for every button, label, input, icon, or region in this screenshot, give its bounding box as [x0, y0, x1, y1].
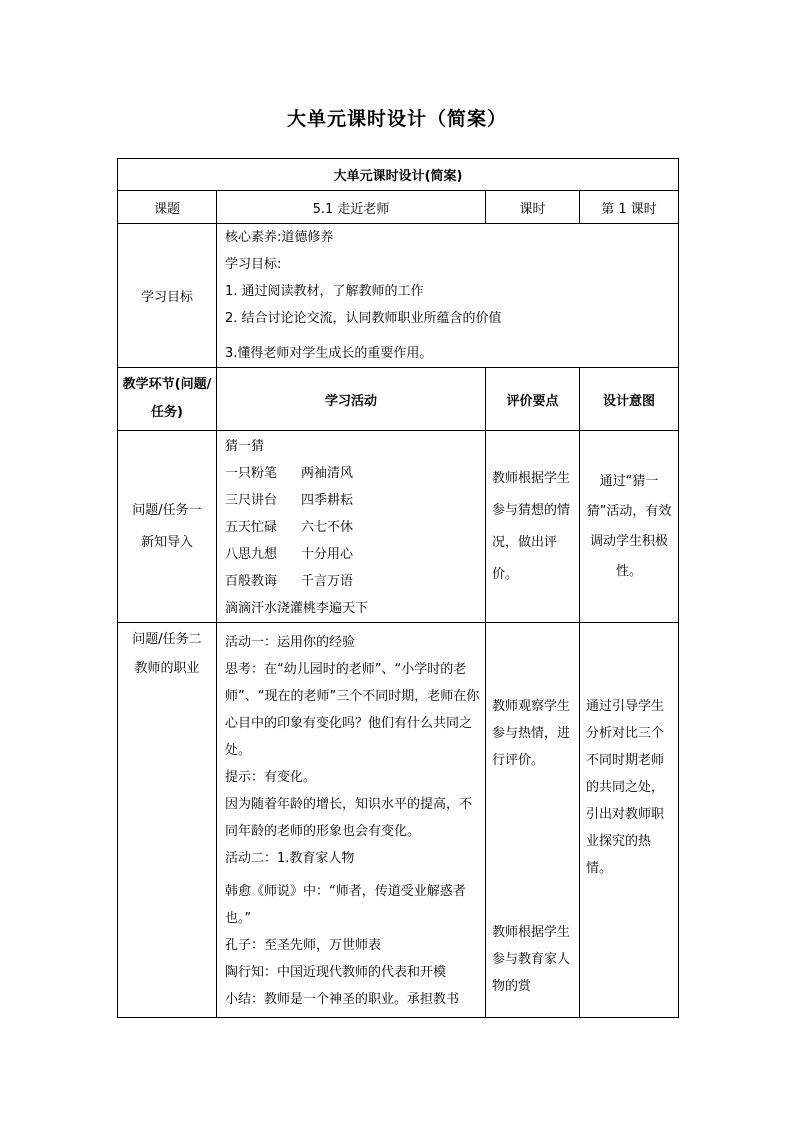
page-title: 大单元课时设计（简案）: [286, 108, 507, 130]
col-header-evaluation: 评价要点: [486, 368, 580, 431]
col-header-intent: 设计意图: [580, 368, 679, 431]
goals-label: 学习目标: [118, 224, 217, 368]
activity-line: 活动二：1.教育家人物: [225, 851, 355, 866]
evaluation-1: 教师观察学生参与热情，进行评价。: [492, 699, 571, 768]
goals-cell: [217, 224, 679, 368]
activity-line: 韩愈《师说》中：“师者，传道受业解惑者也。”: [225, 884, 466, 926]
activity-line: 提示：有变化。: [225, 770, 317, 785]
task1-stage-line1: 问题/任务一: [132, 502, 202, 518]
activity-title: 猜一猜: [225, 439, 265, 454]
task2-intent: 通过引导学生分析对比三个不同时期老师的共同之处，引出对教师职业探究的热情。: [580, 623, 679, 1018]
task1-activity: [217, 431, 486, 623]
activity-line: 思考：在“幼儿园时的老师”、“小学时的老师”、“现在的老师”三个不同时期，老师在你心目中的印象有变化吗？他们有什么共同之处。: [225, 662, 480, 758]
task2-evaluation: [486, 623, 580, 1018]
evaluation-2: 教师根据学生参与教育家人物的赏: [492, 925, 571, 994]
riddle-pair: 三尺讲台 四季耕耘: [225, 493, 354, 508]
col-header-activity: 学习活动: [217, 368, 486, 431]
col-header-stage: 教学环节(问题/任务): [118, 368, 217, 431]
task1-evaluation: 教师根据学生参与猜想的情况，做出评价。: [486, 431, 580, 623]
period-label: 课时: [486, 191, 580, 224]
lesson-plan-table: [117, 158, 679, 1018]
riddle-pair: 五天忙碌 六七不休: [225, 520, 354, 535]
goal-line: 2. 结合讨论论交流，认同教师职业所蕴含的价值: [225, 311, 502, 326]
riddle-pair: 一只粉笔 两袖清风: [225, 466, 354, 481]
task2-stage-line2: 教师的职业: [134, 661, 200, 676]
task2-activity: [217, 623, 486, 1018]
activity-line: 因为随着年龄的增长，知识水平的提高，不同年龄的老师的形象也会有变化。: [225, 797, 473, 839]
activity-line: 陶行知：中国近现代教师的代表和开模: [225, 965, 447, 980]
goal-line: 学习目标:: [225, 257, 282, 272]
goal-line: 1. 通过阅读教材，了解教师的工作: [225, 284, 424, 299]
goal-line: 3.懂得老师对学生成长的重要作用。: [225, 346, 433, 361]
task2-stage-line1: 问题/任务二: [132, 632, 202, 647]
task2-stage: [118, 623, 217, 1018]
goal-line: 核心素养:道德修养: [225, 230, 334, 245]
task1-intent: 通过“猜一猜”活动，有效调动学生积极性。: [580, 431, 679, 623]
task1-stage-line2: 新知导入: [140, 534, 193, 550]
task1-stage: [118, 431, 217, 623]
table-header: 大单元课时设计(简案): [118, 159, 679, 191]
activity-line: 小结：教师是一个神圣的职业。承担教书: [225, 992, 460, 1007]
topic-label: 课题: [118, 191, 217, 224]
riddle-last: 滴滴汗水浇灌桃李遍天下: [225, 601, 369, 616]
riddle-pair: 百般教诲 千言万语: [225, 574, 354, 589]
topic-value: 5.1 走近老师: [217, 191, 486, 224]
period-value: 第 1 课时: [580, 191, 679, 224]
activity-line: 活动一：运用你的经验: [225, 635, 356, 650]
riddle-pair: 八思九想 十分用心: [225, 547, 354, 562]
activity-line: 孔子：至圣先师，万世师表: [225, 938, 382, 953]
